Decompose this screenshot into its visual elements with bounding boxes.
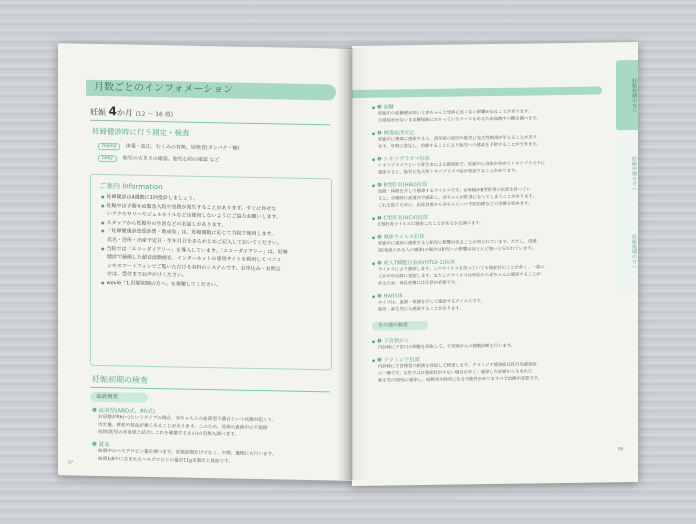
page-number: 08	[618, 446, 624, 452]
month-heading: 妊娠 4か月 (12 ～ 16 週)	[90, 104, 174, 119]
test-title: ❷ 貧血	[92, 441, 110, 449]
info-item: ● 「妊婦健康診査受診票・助成券」は、妊娠週数に応じて当院で使用します。	[101, 227, 327, 240]
baby-row: baby 胎児の大きさの確認、胎児心拍の確認 など	[98, 154, 219, 164]
left-page	[58, 43, 354, 481]
baby-tag: baby	[98, 155, 117, 162]
test-body: 血液中のヘモグロビン量を調べます。妊娠初期だけでなく、中期、後期にも行います。 血液1dl中に含まれるヘモグロビンの量が11g未満だと貧血です。	[98, 448, 277, 465]
test-body: ウイルスにより感染します。このウイルスを持っていても無症状のことが多く、一部の 人が中年以降に発症します。またこのウイルスは母乳から赤ちゃんに感染することが あるため、母乳栄養には注意が必要です。	[378, 265, 545, 287]
info-item: ● 妊娠中は予期せぬ緊急入院や処置が発生することがあります。すぐに外せな	[101, 202, 327, 215]
blood-test-pill: 血液検査	[90, 392, 148, 403]
section-header: 月数ごとのインフォメーション	[86, 80, 336, 101]
test-title: ● ❸ 血糖	[372, 103, 394, 110]
info-item: せは、受付までお声がけください。	[107, 271, 188, 279]
index-tabs	[616, 60, 638, 290]
info-item: 健診で録画した超音波動画を、インターネットの専用サイトを利用してパソコ	[107, 254, 282, 264]
divider	[90, 120, 330, 126]
test-body: お母様がRh(−)というタイプの場合、赤ちゃんとの血液型不適合という状態が起こり、 出生後、黄疸や貧血が強く出ることがあります。このため、母体の血液中の不規則 抗体(胎児の赤血球と結合しこれを破壊するもの)の有無も調べます。	[98, 414, 277, 438]
test-title: ● ❶ 子宮頸がん	[372, 337, 409, 345]
test-title: ● ❺ トキソプラズマ抗体	[372, 155, 430, 163]
test-title: ● ❻ B型肝炎(HBs)抗原	[372, 181, 427, 189]
page-number: 07	[68, 459, 74, 465]
test-body: 妊娠中に梅毒に感染すると、流早産の原因や胎児に先天性梅毒が生じることがあり ます。早期に発見し、治療することにより胎児への感染を予防することができます。	[378, 135, 541, 150]
test-title: ● ❾ 成人T細胞白血病(HTLV-1)抗体	[372, 259, 455, 267]
mama-tag: mama	[98, 143, 120, 150]
info-item: いアクセサリーやジェルネイルなどは使用しないようにご協力お願いします。	[107, 211, 282, 221]
right-page	[352, 42, 638, 486]
header-band	[352, 87, 602, 98]
info-item: ンやスマートフォンでご覧いただける有料のシステムです。お申込み・お問合	[107, 262, 281, 273]
test-body: 妊娠中の血糖値が高いと赤ちゃんと母体に良くない影響が出ることがあります。 自覚症状がないまま糖尿病にかかっているケースもあるため血液中の糖を調べます。	[378, 109, 541, 124]
info-item: ● wovie「1.妊娠初期の方へ」を視聴してください。	[101, 279, 327, 292]
info-item: ● 妊婦健診は4週間に1回受診しましょう。	[101, 193, 327, 206]
month-number: 4	[108, 104, 117, 119]
test-title: ● ❷ クラミジア抗原	[372, 356, 420, 364]
test-body: トキソプラズマという寄生虫による感染症で、妊娠中に母体が初めてトキソプラズマに 感染すると、胎児に先天性トキソプラズマ症が発症することがあります。	[378, 161, 545, 176]
info-list	[101, 193, 327, 292]
test-body: エイズは、血液・体液を介して感染するウイルスです。 胎児・新生児にも感染することがあります。	[378, 299, 485, 313]
info-title: ご案内 Information	[99, 181, 163, 192]
info-item: 氏名・住所・出産予定日・生年月日をあらかじめご記入しておいてください。	[107, 237, 283, 247]
tab-late-pregnancy[interactable]: 妊娠後期の方へ	[631, 233, 637, 269]
info-item: ● スタッフから妊娠中の生活などのお話しがあります。	[101, 219, 327, 232]
other-tests-pill: その他の検査	[372, 321, 428, 331]
early-tests-title: 妊娠初期の検査	[92, 374, 148, 385]
info-box	[90, 174, 332, 371]
test-body: 血液・体液を介して感染するウイルスです。お母様がB型肝炎の抗原を持ってい ると、分娩時に産道内で感染し、赤ちゃんが肝炎になってしまうことがあります。 これを防ぐために、出産直後から赤ちゃんへの予防治療などの治療を始めます。	[378, 187, 537, 209]
test-body: 内診時に子宮口の細胞を採取して、子宮頸がんの細胞診断を行います。	[378, 343, 516, 351]
mama-row: mama 体重・血圧、むくみの有無、尿検査(タンパク・糖)	[98, 142, 239, 153]
test-title: ❶ 血液型(ABO式、Rh式)	[92, 407, 156, 416]
tab-early-pregnancy[interactable]: 妊娠初期の方へ	[616, 60, 638, 130]
info-item: ● 当院では「エコーダイアリー」を導入しています。「エコーダイアリー」は、妊婦	[101, 245, 327, 258]
test-title: ● ❹ 梅毒血清反応	[372, 129, 415, 137]
test-title: ● ❿ HIV抗体	[372, 292, 403, 299]
test-title: ● ❽ 風疹ウイルス抗体	[372, 233, 425, 241]
test-title: ● ❼ C型肝炎(HCV)抗体	[372, 214, 428, 222]
test-body: C型肝炎ウイルスに感染したことがあるかを調べます。	[378, 221, 484, 228]
tab-mid-pregnancy[interactable]: 妊娠中期の方へ	[631, 155, 637, 191]
checkup-title: 妊婦健診時に行う測定・検査	[92, 126, 190, 138]
test-body: 内診時に子宮頸管の粘液を採取して検査します。クラミジア感染症は性行為感染症 の一種です。女性では自覚症状が少ない場合が多く、感染した妊婦から生まれた 新生児の50%に感染し、結膜炎や肺炎になる可能性がありますので治療が必要です。	[378, 362, 542, 384]
test-body: 妊娠中に風疹に感染すると胎児に影響が出ることが知られています。ただし、再感 染(免疫のある人の感染)の場合は胎児への影響はほとんど無いと言われています。	[378, 239, 537, 254]
